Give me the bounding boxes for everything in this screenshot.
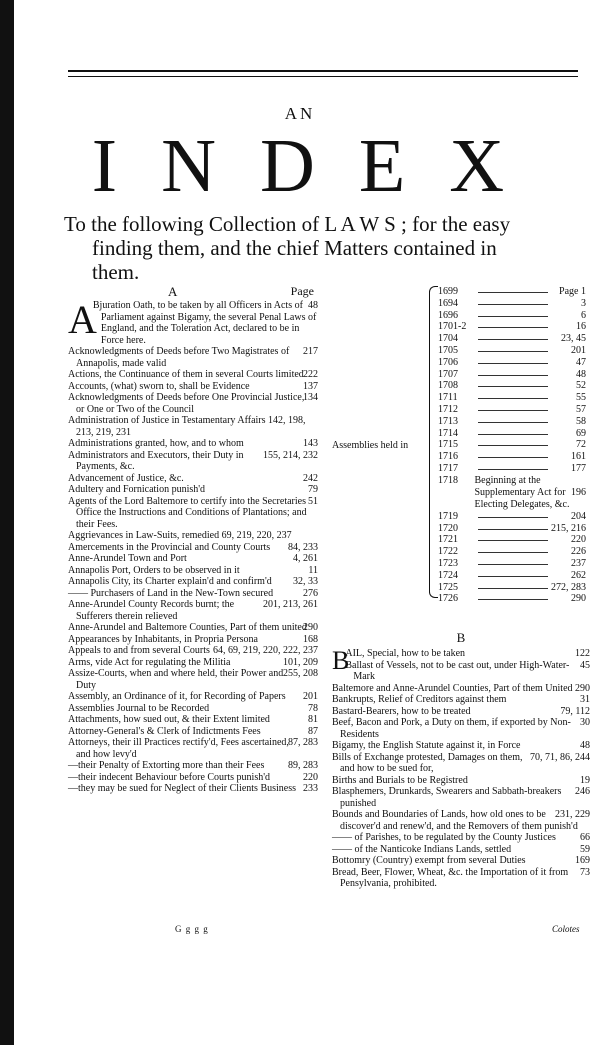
leader-line <box>478 375 548 376</box>
years-list <box>438 286 590 605</box>
index-entry <box>332 683 590 695</box>
index-entry <box>68 737 318 760</box>
index-entry <box>332 694 590 706</box>
right-column <box>332 648 590 890</box>
year-page: 6 <box>581 309 586 321</box>
year-page: 55 <box>576 392 586 404</box>
years-brace <box>429 286 438 598</box>
year-page: 272, 283 <box>551 581 586 593</box>
assembly-year-row <box>438 570 590 582</box>
leader-line <box>478 457 548 458</box>
index-entry <box>68 726 318 738</box>
year-page: 226 <box>571 546 586 558</box>
assembly-year-row <box>438 582 590 594</box>
entry-text: Arms, vide Act for regulating the Militia <box>68 656 231 668</box>
assembly-year-row <box>438 369 590 381</box>
year-page: 220 <box>571 534 586 546</box>
year: 1726 <box>438 593 458 605</box>
year-page: 204 <box>571 510 586 522</box>
year: 1713 <box>438 415 458 427</box>
entry-page: 122 <box>575 648 590 659</box>
entry-page: 66 <box>580 832 590 843</box>
subtitle <box>64 212 584 284</box>
entry-page: 87, 283 <box>288 737 318 748</box>
left-entry-list <box>68 297 318 795</box>
year: 1707 <box>438 368 458 380</box>
year: 1722 <box>438 546 458 558</box>
entry-page: 143 <box>303 438 318 449</box>
year-page: 69 <box>576 427 586 439</box>
index-entry <box>332 660 590 683</box>
assembly-year-row <box>438 416 590 428</box>
assembly-year-row <box>438 463 590 475</box>
leader-line <box>478 316 548 317</box>
year: 1706 <box>438 356 458 368</box>
entry-text: Bankrupts, Relief of Creditors against them <box>332 694 507 705</box>
entry-page: 201 <box>303 691 318 702</box>
entry-page: 134 <box>303 392 318 403</box>
assembly-year-row <box>438 357 590 369</box>
assembly-year-row <box>438 451 590 463</box>
year-page: 201 <box>571 344 586 356</box>
entry-text: Births and Burials to be Registred <box>332 774 468 786</box>
entry-text: Appearances by Inhabitants, in Propria Persona <box>68 633 258 645</box>
year-page: 58 <box>576 415 586 427</box>
section-a-header <box>68 286 318 300</box>
year: 1721 <box>438 534 458 546</box>
leader-line <box>478 517 548 518</box>
index-entry <box>68 703 318 715</box>
leader-line <box>478 398 548 399</box>
leader-line <box>478 327 548 328</box>
index-entry <box>68 565 318 577</box>
entry-text: Administration of Justice in Testamentary Affairs 142, 198, 213, 219, 231 <box>68 415 306 438</box>
index-entry <box>68 297 318 346</box>
top-rule <box>68 70 578 72</box>
entry-text: Ballast of Vessels, not to be cast out, under High-Water-Mark <box>345 659 570 682</box>
year-page: 52 <box>576 380 586 392</box>
entry-page: 89, 283 <box>288 760 318 771</box>
year: 1705 <box>438 344 458 356</box>
leader-line <box>478 304 548 305</box>
entry-text: Acknowledgments of Deeds before Two Magistrates of Annapolis, made valid <box>68 346 290 369</box>
index-entry <box>68 438 318 450</box>
year: 1708 <box>438 380 458 392</box>
assemblies-label: Assemblies held in <box>332 440 409 451</box>
entry-text: Bigamy, the English Statute against it, in Force <box>332 740 521 751</box>
heading-an: AN <box>284 104 316 123</box>
year: 1714 <box>438 427 458 439</box>
index-entry <box>68 346 318 369</box>
year-page: 72 <box>576 439 586 451</box>
entry-text: Bastard-Bearers, how to be treated <box>332 705 471 717</box>
entry-text: —— of Parishes, to be regulated by the County Justices <box>332 832 556 843</box>
entry-page: 31 <box>580 694 590 705</box>
assembly-year-row <box>438 428 590 440</box>
section-letter: A <box>168 284 178 299</box>
assembly-year-row <box>438 392 590 404</box>
year-page: Page 1 <box>559 286 586 297</box>
entry-page: 51 <box>308 495 318 507</box>
index-entry <box>68 553 318 565</box>
leader-line <box>478 422 548 423</box>
left-column <box>68 286 318 795</box>
supplementary-text: Beginning at the Supplementary Act for Electing Delegates, &c. <box>474 474 570 510</box>
year-page: 215, 216 <box>551 522 586 534</box>
entry-page: 276 <box>303 587 318 599</box>
drop-cap: B <box>332 646 350 675</box>
page-label: Page <box>290 284 314 298</box>
drop-cap: A <box>68 297 97 342</box>
index-entry <box>68 657 318 669</box>
entry-page: 70, 71, 86, 244 <box>530 751 590 763</box>
assembly-year-row <box>438 523 590 535</box>
index-entry <box>68 588 318 600</box>
entry-page: 48 <box>580 740 590 751</box>
entry-page: 45 <box>580 659 590 671</box>
leader-line <box>478 386 548 387</box>
index-entry <box>68 415 318 438</box>
index-entry <box>332 867 590 890</box>
index-entry <box>68 760 318 772</box>
entry-page: 290 <box>575 682 590 694</box>
entry-page: 79, 112 <box>560 705 590 717</box>
entry-text: Assemblies Journal to be Recorded <box>68 702 210 714</box>
entry-page: 87 <box>308 725 318 737</box>
year: 1719 <box>438 510 458 522</box>
entry-text: Actions, the Continuance of them in several Courts limited <box>68 369 304 380</box>
supplementary-year: 1718 Beginning at the Supplementary Act for Electing Delegates, &c. 196 <box>438 474 586 510</box>
entry-page: 30 <box>580 717 590 728</box>
right-entry-list <box>332 648 590 890</box>
leader-line <box>478 339 548 340</box>
entry-page: 32, 33 <box>293 576 318 587</box>
entry-text: AIL, Special, how to be taken <box>345 648 466 659</box>
index-entry <box>332 740 590 752</box>
assembly-year-row <box>438 511 590 523</box>
year: 1723 <box>438 557 458 569</box>
entry-page: 78 <box>308 702 318 714</box>
assembly-year-row <box>438 546 590 558</box>
entry-text: Anne-Arundel and Baltemore Counties, Part of them united <box>68 622 307 633</box>
entry-text: Blasphemers, Drunkards, Swearers and Sabbath-breakers punished <box>332 786 562 809</box>
year: 1715 <box>438 439 458 451</box>
year: 1699 <box>438 286 458 297</box>
year-page: 48 <box>576 368 586 380</box>
year: 1696 <box>438 309 458 321</box>
entry-text: Beef, Bacon and Pork, a Duty on them, if exported by Non-Residents <box>332 717 571 740</box>
assembly-year-row <box>438 333 590 345</box>
year-page: 161 <box>571 451 586 463</box>
entry-text: Appeals to and from several Courts <box>68 645 210 656</box>
entry-page: 246 <box>575 786 590 797</box>
leader-line <box>478 445 548 446</box>
entry-text: Agents of the Lord Baltemore to certify into the Secretaries Office the Instructions and Conditions of Plantations; and their Fees. <box>68 495 307 530</box>
index-entry <box>332 855 590 867</box>
year: 1704 <box>438 333 458 345</box>
assembly-year-row <box>438 380 590 392</box>
index-entry <box>68 668 318 691</box>
entry-page: 155, 214, 232 <box>263 449 318 461</box>
entry-page: 137 <box>303 380 318 392</box>
leader-line <box>478 540 548 541</box>
index-entry <box>68 530 318 542</box>
entry-text: Bottomry (Country) exempt from several Duties <box>332 855 526 866</box>
year: 1724 <box>438 569 458 581</box>
heading-index: INDEX <box>91 124 549 208</box>
index-entry <box>68 772 318 784</box>
entry-text: —their Penalty of Extorting more than their Fees <box>68 760 265 771</box>
subtitle-line: To the following Collection of L A W S ; for the easy <box>64 212 511 236</box>
index-entry <box>68 645 318 657</box>
index-entry <box>68 576 318 588</box>
entry-page: 255, 208 <box>283 668 318 679</box>
index-entry <box>68 473 318 485</box>
entry-page: 222 <box>303 369 318 380</box>
entry-text: Assize-Courts, when and where held, their Power and Duty <box>68 668 284 691</box>
entry-page: 169 <box>575 855 590 866</box>
leader-line <box>478 351 548 352</box>
index-entry <box>68 450 318 473</box>
year: 1712 <box>438 403 458 415</box>
assembly-year-row <box>438 286 590 298</box>
entry-text: —their indecent Behaviour before Courts punish'd <box>68 771 271 783</box>
leader-line <box>478 576 548 577</box>
entry-page: 79 <box>308 484 318 495</box>
index-entry <box>68 783 318 795</box>
leader-line <box>478 588 548 589</box>
leader-line <box>478 410 548 411</box>
year-page: 47 <box>576 356 586 368</box>
section-b-header: B <box>456 630 466 645</box>
index-entry <box>332 844 590 856</box>
index-entry <box>332 752 590 775</box>
year: 1701-2 <box>438 321 467 333</box>
leader-line <box>478 599 548 600</box>
entry-text: Baltemore and Anne-Arundel Counties, Part of them United <box>332 682 573 694</box>
index-entry <box>68 634 318 646</box>
entry-page: 4, 261 <box>293 553 318 564</box>
year-page: 290 <box>571 593 586 605</box>
assembly-year-row <box>438 298 590 310</box>
year-page: 23, 45 <box>561 333 586 345</box>
entry-text: Attachments, how sued out, & their Extent limited <box>68 714 270 725</box>
index-entry <box>68 542 318 554</box>
index-entry <box>332 786 590 809</box>
year: 1716 <box>438 451 458 463</box>
index-entry <box>332 832 590 844</box>
index-entry <box>68 484 318 496</box>
entry-text: Bounds and Boundaries of Lands, how old ones to be discover'd and renew'd, and the Removers of them punish'd <box>332 809 578 832</box>
entry-text: Acknowledgments of Deeds before One Provincial Justice, or One or Two of the Council <box>68 392 305 415</box>
assembly-year-row <box>438 345 590 357</box>
leader-line <box>478 529 548 530</box>
leader-line <box>478 564 548 565</box>
entry-text: Bills of Exchange protested, Damages on them, and how to be sued for, <box>332 751 523 774</box>
year-page: 262 <box>571 569 586 581</box>
entry-text: Amercements in the Provincial and County Courts <box>68 541 271 553</box>
assembly-year-row <box>438 439 590 451</box>
assembly-year-row <box>438 593 590 605</box>
leader-line <box>478 469 548 470</box>
entry-text: Adultery and Fornication punish'd <box>68 484 206 495</box>
entry-text: Administrators and Executors, their Duty in Payments, &c. <box>68 449 244 472</box>
index-entry <box>68 381 318 393</box>
leader-line <box>478 434 548 435</box>
entry-page: 81 <box>308 714 318 725</box>
index-entry <box>68 392 318 415</box>
year-page: 177 <box>571 462 586 474</box>
entry-text: Administrations granted, how, and to whom <box>68 438 244 449</box>
index-entry <box>332 775 590 787</box>
entry-page: 290 <box>303 622 318 633</box>
entry-text: Advancement of Justice, &c. <box>68 472 184 484</box>
entry-page: 19 <box>580 774 590 786</box>
year: 1725 <box>438 581 458 593</box>
entry-text: Attorneys, their ill Practices rectify'd, Fees ascertained, and how levy'd <box>68 737 289 760</box>
entry-text: Bjuration Oath, to be taken by all Officers in Acts of Parliament against Bigamy, the several Penal Laws of England, and the Toleration Act, declared to be in Force here. <box>92 300 317 346</box>
year-page: 16 <box>576 321 586 333</box>
entry-text: Anne-Arundel County Records burnt; the Sufferers therein relieved <box>68 599 235 622</box>
entry-page: 217 <box>303 346 318 357</box>
entry-text: —they may be sued for Neglect of their Clients Business <box>68 783 297 794</box>
entry-page: 11 <box>308 564 318 576</box>
entry-text: —— Purchasers of Land in the New-Town secured <box>68 587 274 599</box>
assembly-year-row <box>438 404 590 416</box>
entry-text: Aggrievances in Law-Suits, remedied 69, 219, 220, 237 <box>68 530 292 541</box>
page-edge-shadow <box>0 0 14 1045</box>
year: 1711 <box>438 392 458 404</box>
index-entry <box>68 369 318 381</box>
entry-page: 201, 213, 261 <box>263 599 318 610</box>
index-entry <box>332 809 590 832</box>
assembly-year-row <box>438 534 590 546</box>
entry-page: 242 <box>303 472 318 484</box>
entry-page: 233 <box>303 783 318 794</box>
assembly-year-row <box>438 558 590 570</box>
leader-line <box>478 363 548 364</box>
leader-line <box>478 552 548 553</box>
year: 1717 <box>438 462 458 474</box>
entry-text: Accounts, (what) sworn to, shall be Evidence <box>68 380 250 392</box>
entry-page: 231, 229 <box>555 809 590 820</box>
entry-text: Assembly, an Ordinance of it, for Recording of Papers <box>68 691 286 702</box>
assembly-year-row <box>438 321 590 333</box>
entry-text: Annapolis Port, Orders to be observed in it <box>68 564 240 576</box>
index-entry <box>68 496 318 531</box>
entry-text: Anne-Arundel Town and Port <box>68 553 187 564</box>
entry-page: 220 <box>303 771 318 783</box>
index-entry <box>68 622 318 634</box>
year-page: 57 <box>576 403 586 415</box>
index-entry <box>68 691 318 703</box>
year: 1694 <box>438 297 458 309</box>
entry-page: 73 <box>580 866 590 878</box>
signature-mark: G g g g <box>175 924 209 934</box>
entry-page: 84, 233 <box>288 541 318 553</box>
index-entry <box>68 714 318 726</box>
catchword: Colotes <box>552 924 580 934</box>
subtitle-line: finding them, and the chief Matters contained in <box>92 236 497 260</box>
entry-text: —— of the Nanticoke Indians Lands, settled <box>332 843 512 855</box>
index-entry <box>68 599 318 622</box>
index-entry <box>332 706 590 718</box>
entry-page: 59 <box>580 843 590 855</box>
entry-page: 101, 209 <box>283 656 318 668</box>
entry-text: Annapolis City, its Charter explain'd and confirm'd <box>68 576 272 587</box>
assembly-year-row <box>438 310 590 322</box>
year-page: 3 <box>581 297 586 309</box>
entry-text: Bread, Beer, Flower, Wheat, &c. the Importation of it from Pensylvania, prohibited. <box>332 866 569 889</box>
year-page: 237 <box>571 557 586 569</box>
entry-page: 64, 69, 219, 220, 222, 237 <box>213 645 318 656</box>
entry-text: Attorney-General's & Clerk of Indictments Fees <box>68 725 261 737</box>
index-entry <box>332 717 590 740</box>
top-rule-thin <box>68 76 578 77</box>
entry-page: 168 <box>303 633 318 645</box>
entry-page: 48 <box>308 300 318 311</box>
subtitle-line: them. <box>92 260 140 284</box>
year: 1720 <box>438 522 458 534</box>
leader-line <box>478 292 548 293</box>
